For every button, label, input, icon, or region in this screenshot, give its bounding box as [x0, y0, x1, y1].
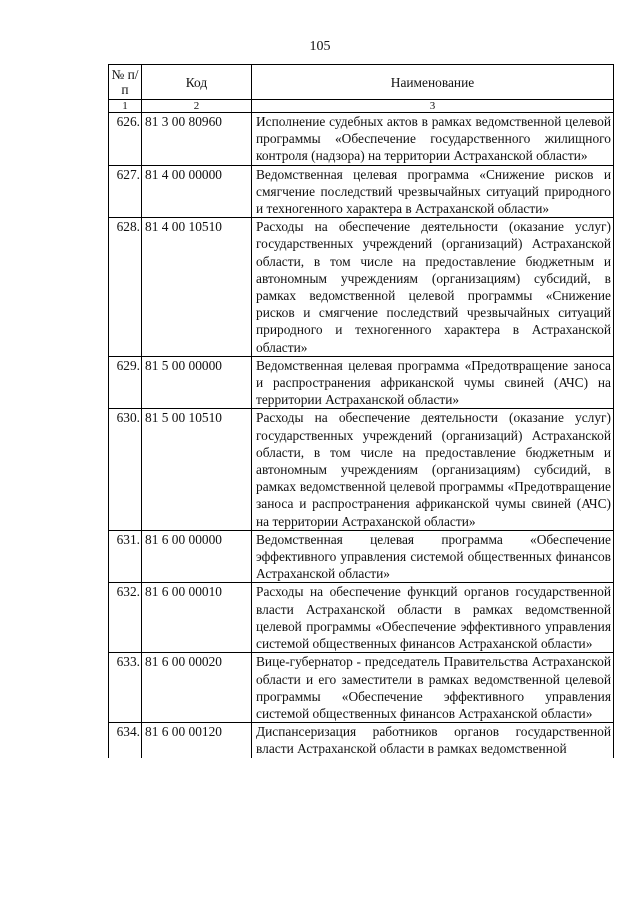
table-row — [109, 409, 614, 530]
row-number: 630. — [109, 409, 142, 530]
header-name: Наименование — [252, 65, 614, 100]
row-name: Расходы на обеспечение деятельности (оказание услуг) государственных учреждений (организаций) Астраханской области, в том числе на предоставление бюджетным и автономным учреждениям (организациям) субсидий, в рамках ведомственной целевой программы «Снижение рисков и смягчение последствий чрезвычайных ситуаций природного и техногенного характера в Астраханской области» — [252, 218, 614, 357]
header-number: № п/п — [109, 65, 142, 100]
row-name: Расходы на обеспечение функций органов государственной власти Астраханской области в рамках ведомственной целевой программы «Обеспечение эффективного управления системой общественных финансов Астраханской области» — [252, 583, 614, 653]
table-row — [109, 723, 614, 758]
row-code: 81 5 00 00000 — [142, 356, 252, 409]
row-name: Ведомственная целевая программа «Предотвращение заноса и распространения африканской чумы свиней (АЧС) на территории Астраханской области» — [252, 356, 614, 409]
row-code: 81 5 00 10510 — [142, 409, 252, 530]
row-code: 81 6 00 00020 — [142, 653, 252, 723]
row-code: 81 6 00 00120 — [142, 723, 252, 758]
row-name: Вице-губернатор - председатель Правительства Астраханской области и его заместители в рамках ведомственной целевой программы «Обеспечение эффективного управления системой общественных финансов Астраханской области» — [252, 653, 614, 723]
budget-classification-table — [108, 64, 614, 758]
row-number: 633. — [109, 653, 142, 723]
table-header-row — [109, 65, 614, 100]
row-name: Диспансеризация работников органов государственной власти Астраханской области в рамках ведомственной — [252, 723, 614, 758]
row-name: Расходы на обеспечение деятельности (оказание услуг) государственных учреждений (организаций) Астраханской области, в том числе на предоставление бюджетным и автономным учреждениям (организациям) субсидий, в рамках ведомственной целевой программы «Предотвращение заноса и распространения африканской чумы свиней (АЧС) на территории Астраханской области» — [252, 409, 614, 530]
table-row — [109, 356, 614, 409]
table-row — [109, 165, 614, 218]
column-index-3: 3 — [252, 100, 614, 113]
table-row — [109, 113, 614, 166]
column-index-2: 2 — [142, 100, 252, 113]
row-number: 629. — [109, 356, 142, 409]
header-code: Код — [142, 65, 252, 100]
page-number: 105 — [309, 39, 331, 54]
row-code: 81 6 00 00010 — [142, 583, 252, 653]
table-row — [109, 530, 614, 583]
row-number: 634. — [109, 723, 142, 758]
row-name: Ведомственная целевая программа «Обеспечение эффективного управления системой общественных финансов Астраханской области» — [252, 530, 614, 583]
row-code: 81 6 00 00000 — [142, 530, 252, 583]
row-number: 626. — [109, 113, 142, 166]
table-row — [109, 653, 614, 723]
row-number: 628. — [109, 218, 142, 357]
row-code: 81 4 00 10510 — [142, 218, 252, 357]
row-number: 632. — [109, 583, 142, 653]
row-code: 81 4 00 00000 — [142, 165, 252, 218]
column-index-1: 1 — [109, 100, 142, 113]
row-number: 627. — [109, 165, 142, 218]
table-row — [109, 583, 614, 653]
table-row — [109, 218, 614, 357]
row-code: 81 3 00 80960 — [142, 113, 252, 166]
row-name: Исполнение судебных актов в рамках ведомственной целевой программы «Обеспечение государственного жилищного контроля (надзора) на территории Астраханской области» — [252, 113, 614, 166]
row-name: Ведомственная целевая программа «Снижение рисков и смягчение последствий чрезвычайных ситуаций природного и техногенного характера в Астраханской области» — [252, 165, 614, 218]
row-number: 631. — [109, 530, 142, 583]
column-index-row — [109, 100, 614, 113]
